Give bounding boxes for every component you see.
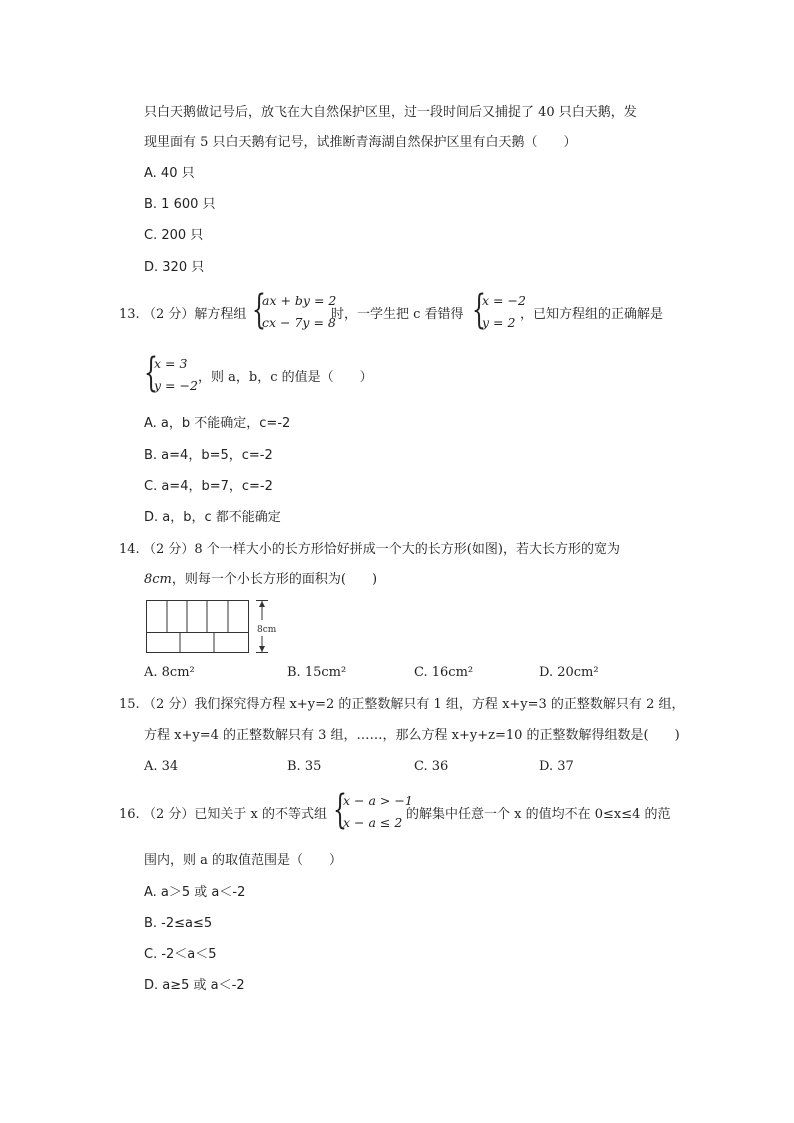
q13-line2: ，则 a，b，c 的值是（ ） bbox=[198, 370, 373, 385]
q16-inequality-2: x − a ≤ 2 bbox=[343, 815, 403, 830]
q12-option-c: C. 200 只 bbox=[144, 228, 204, 243]
q15-option-d: D. 37 bbox=[539, 759, 574, 774]
q16-option-c: C. -2＜a＜5 bbox=[144, 947, 217, 962]
q12-option-d: D. 320 只 bbox=[144, 260, 205, 275]
q13-system1: { ax + by = 2 cx − 7y = 8 bbox=[252, 287, 337, 333]
q13-system2-eq2: y = 2 bbox=[482, 315, 516, 330]
q14-option-b: B. 15cm² bbox=[287, 665, 347, 680]
q15-option-b: B. 35 bbox=[287, 759, 322, 774]
q14-rectangle-figure bbox=[144, 598, 284, 656]
q13-option-b: B. a=4，b=5，c=-2 bbox=[144, 448, 273, 463]
q14-line2 bbox=[144, 570, 377, 590]
q15-option-a: A. 34 bbox=[144, 759, 179, 774]
q13-option-c: C. a=4，b=7，c=-2 bbox=[144, 479, 273, 494]
q15-line2: 方程 x+y=4 的正整数解只有 3 组，……，那么方程 x+y+z=10 的正整数解得组数是( ) bbox=[144, 728, 680, 743]
q12-option-a: A. 40 只 bbox=[144, 166, 195, 181]
q16-post-text: 的解集中任意一个 x 的值均不在 0≤x≤4 的范 bbox=[406, 807, 671, 822]
q15-number: 15. bbox=[119, 697, 140, 712]
q13-system3: { x = 3 y = −2 bbox=[144, 350, 198, 396]
q13-mid-text: 时，一学生把 c 看错得 bbox=[331, 307, 464, 322]
q16-inequality-1: x − a > −1 bbox=[343, 793, 413, 808]
q13-tail-text: ，已知方程组的正确解是 bbox=[520, 307, 664, 322]
q13-score-text: （2 分）解方程组 bbox=[143, 307, 247, 322]
q16-number: 16. bbox=[119, 807, 140, 822]
q13-system2-eq1: x = −2 bbox=[482, 293, 526, 308]
q14-number: 14. bbox=[119, 542, 140, 557]
q12-line1: 只白天鹅做记号后，放飞在大自然保护区里，过一段时间后又捕捉了 40 只白天鹅，发 bbox=[144, 105, 637, 120]
q14-line1: （2 分）8 个一样大小的长方形恰好拼成一个大的长方形(如图)，若大长方形的宽为 bbox=[143, 542, 620, 557]
q16-option-d: D. a≥5 或 a＜-2 bbox=[144, 978, 245, 993]
q13-number: 13. bbox=[119, 307, 140, 322]
q13-system3-eq2: y = −2 bbox=[154, 378, 198, 393]
q16-line2: 围内，则 a 的取值范围是（ ） bbox=[144, 853, 343, 868]
q13-system1-eq1: ax + by = 2 bbox=[262, 293, 337, 308]
q12-line2: 现里面有 5 只白天鹅有记号，试推断青海湖自然保护区里有白天鹅（ ） bbox=[144, 135, 577, 150]
q14-option-d: D. 20cm² bbox=[539, 665, 599, 680]
q15-option-c: C. 36 bbox=[414, 759, 449, 774]
q14-width-value: 8cm bbox=[144, 572, 172, 587]
big-rectangle-outline bbox=[147, 601, 249, 653]
q16-option-a: A. a＞5 或 a＜-2 bbox=[144, 885, 246, 900]
q13-system3-eq1: x = 3 bbox=[154, 356, 188, 371]
q14-option-c: C. 16cm² bbox=[414, 665, 474, 680]
q13-system2: { x = −2 y = 2 bbox=[472, 287, 526, 333]
q16-option-b: B. -2≤a≤5 bbox=[144, 916, 213, 931]
q14-line2-text: ，则每一个小长方形的面积为( ) bbox=[171, 572, 378, 587]
q16-inequality-system: { x − a > −1 x − a ≤ 2 bbox=[333, 787, 413, 833]
dimension-label: 8cm bbox=[257, 625, 277, 635]
q13-system1-eq2: cx − 7y = 8 bbox=[262, 315, 336, 330]
arrow-up-icon bbox=[259, 601, 265, 607]
q13-option-d: D. a，b，c 都不能确定 bbox=[144, 510, 281, 525]
q15-line1: （2 分）我们探究得方程 x+y=2 的正整数解只有 1 组，方程 x+y=3 的正整数解只有 2 组， bbox=[143, 697, 685, 712]
q16-pre-text: （2 分）已知关于 x 的不等式组 bbox=[143, 807, 327, 822]
arrow-down-icon bbox=[259, 646, 265, 652]
q14-option-a: A. 8cm² bbox=[144, 665, 195, 680]
q12-option-b: B. 1 600 只 bbox=[144, 197, 216, 212]
q13-option-a: A. a，b 不能确定，c=-2 bbox=[144, 416, 291, 431]
